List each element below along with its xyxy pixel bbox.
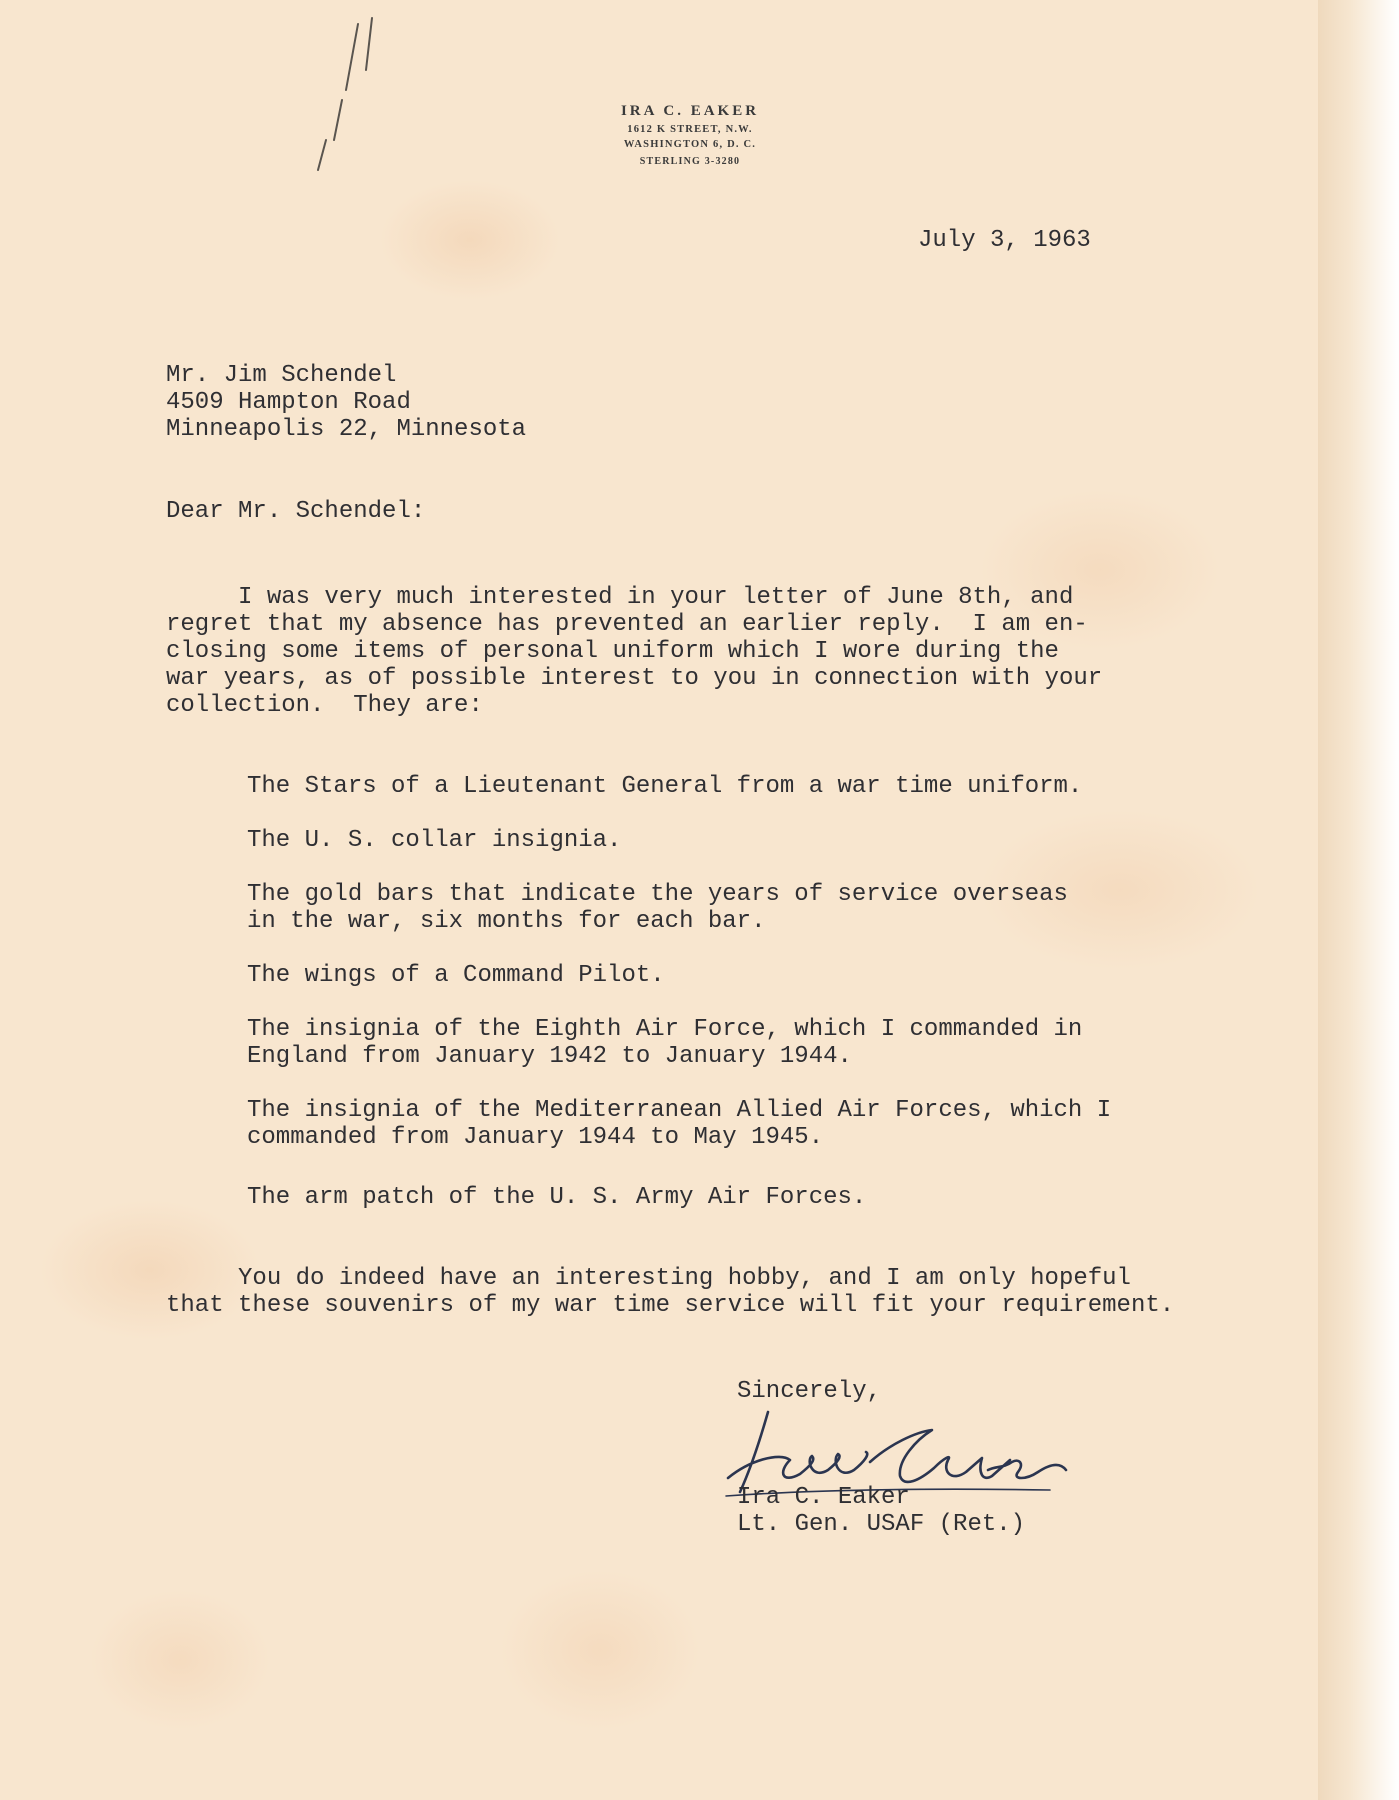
item-line: The Stars of a Lieutenant General from a war time uniform.: [247, 773, 1083, 800]
opening-paragraph: [166, 584, 1102, 719]
paragraph-line: closing some items of personal uniform which I wore during the: [166, 638, 1059, 665]
recipient-address: [166, 362, 526, 443]
item-line: The arm patch of the U. S. Army Air Forces.: [247, 1184, 867, 1211]
paragraph-line: war years, as of possible interest to you in connection with your: [166, 665, 1103, 692]
closing-paragraph: [166, 1265, 1174, 1319]
item-line: commanded from January 1944 to May 1945.: [247, 1124, 824, 1151]
paragraph-line: collection. They are:: [166, 692, 483, 719]
paragraph-line: that these souvenirs of my war time service will fit your requirement.: [166, 1292, 1175, 1319]
letter-date: July 3, 1963: [918, 227, 1091, 254]
item-line: The insignia of the Eighth Air Force, which I commanded in: [247, 1016, 1083, 1043]
list-item: [247, 1016, 1082, 1070]
list-item: [247, 773, 1082, 800]
item-line: The U. S. collar insignia.: [247, 827, 622, 854]
recipient-name: Mr. Jim Schendel: [166, 362, 397, 389]
item-line: in the war, six months for each bar.: [247, 908, 766, 935]
list-item: [247, 881, 1068, 935]
item-line: The gold bars that indicate the years of service overseas: [247, 881, 1068, 908]
recipient-street: 4509 Hampton Road: [166, 389, 411, 416]
letterhead-name: IRA C. EAKER: [620, 103, 760, 119]
signer-name: Ira C. Eaker: [737, 1484, 910, 1511]
list-item: [247, 827, 621, 854]
item-line: England from January 1942 to January 1944.: [247, 1043, 852, 1070]
pencil-mark: [262, 10, 382, 180]
paragraph-line: I was very much interested in your letter of June 8th, and: [166, 584, 1074, 611]
paragraph-line: regret that my absence has prevented an earlier reply. I am en-: [166, 611, 1088, 638]
list-item: [247, 1097, 1111, 1151]
item-line: The insignia of the Mediterranean Allied Air Forces, which I: [247, 1097, 1112, 1124]
letterhead: [560, 103, 820, 167]
complimentary-close: Sincerely,: [737, 1378, 882, 1405]
list-item: [247, 962, 665, 989]
letterhead-street: 1612 K STREET, N.W.: [627, 124, 753, 135]
recipient-city: Minneapolis 22, Minnesota: [166, 416, 527, 443]
letterhead-city: WASHINGTON 6, D. C.: [623, 139, 757, 150]
signer-title: Lt. Gen. USAF (Ret.): [737, 1511, 1026, 1538]
list-item: [247, 1184, 866, 1211]
salutation: Dear Mr. Schendel:: [166, 498, 426, 525]
item-line: The wings of a Command Pilot.: [247, 962, 665, 989]
letterhead-phone: STERLING 3-3280: [639, 156, 741, 167]
paragraph-line: You do indeed have an interesting hobby, and I am only hopeful: [166, 1265, 1131, 1292]
paper-edge: [1318, 0, 1398, 1800]
